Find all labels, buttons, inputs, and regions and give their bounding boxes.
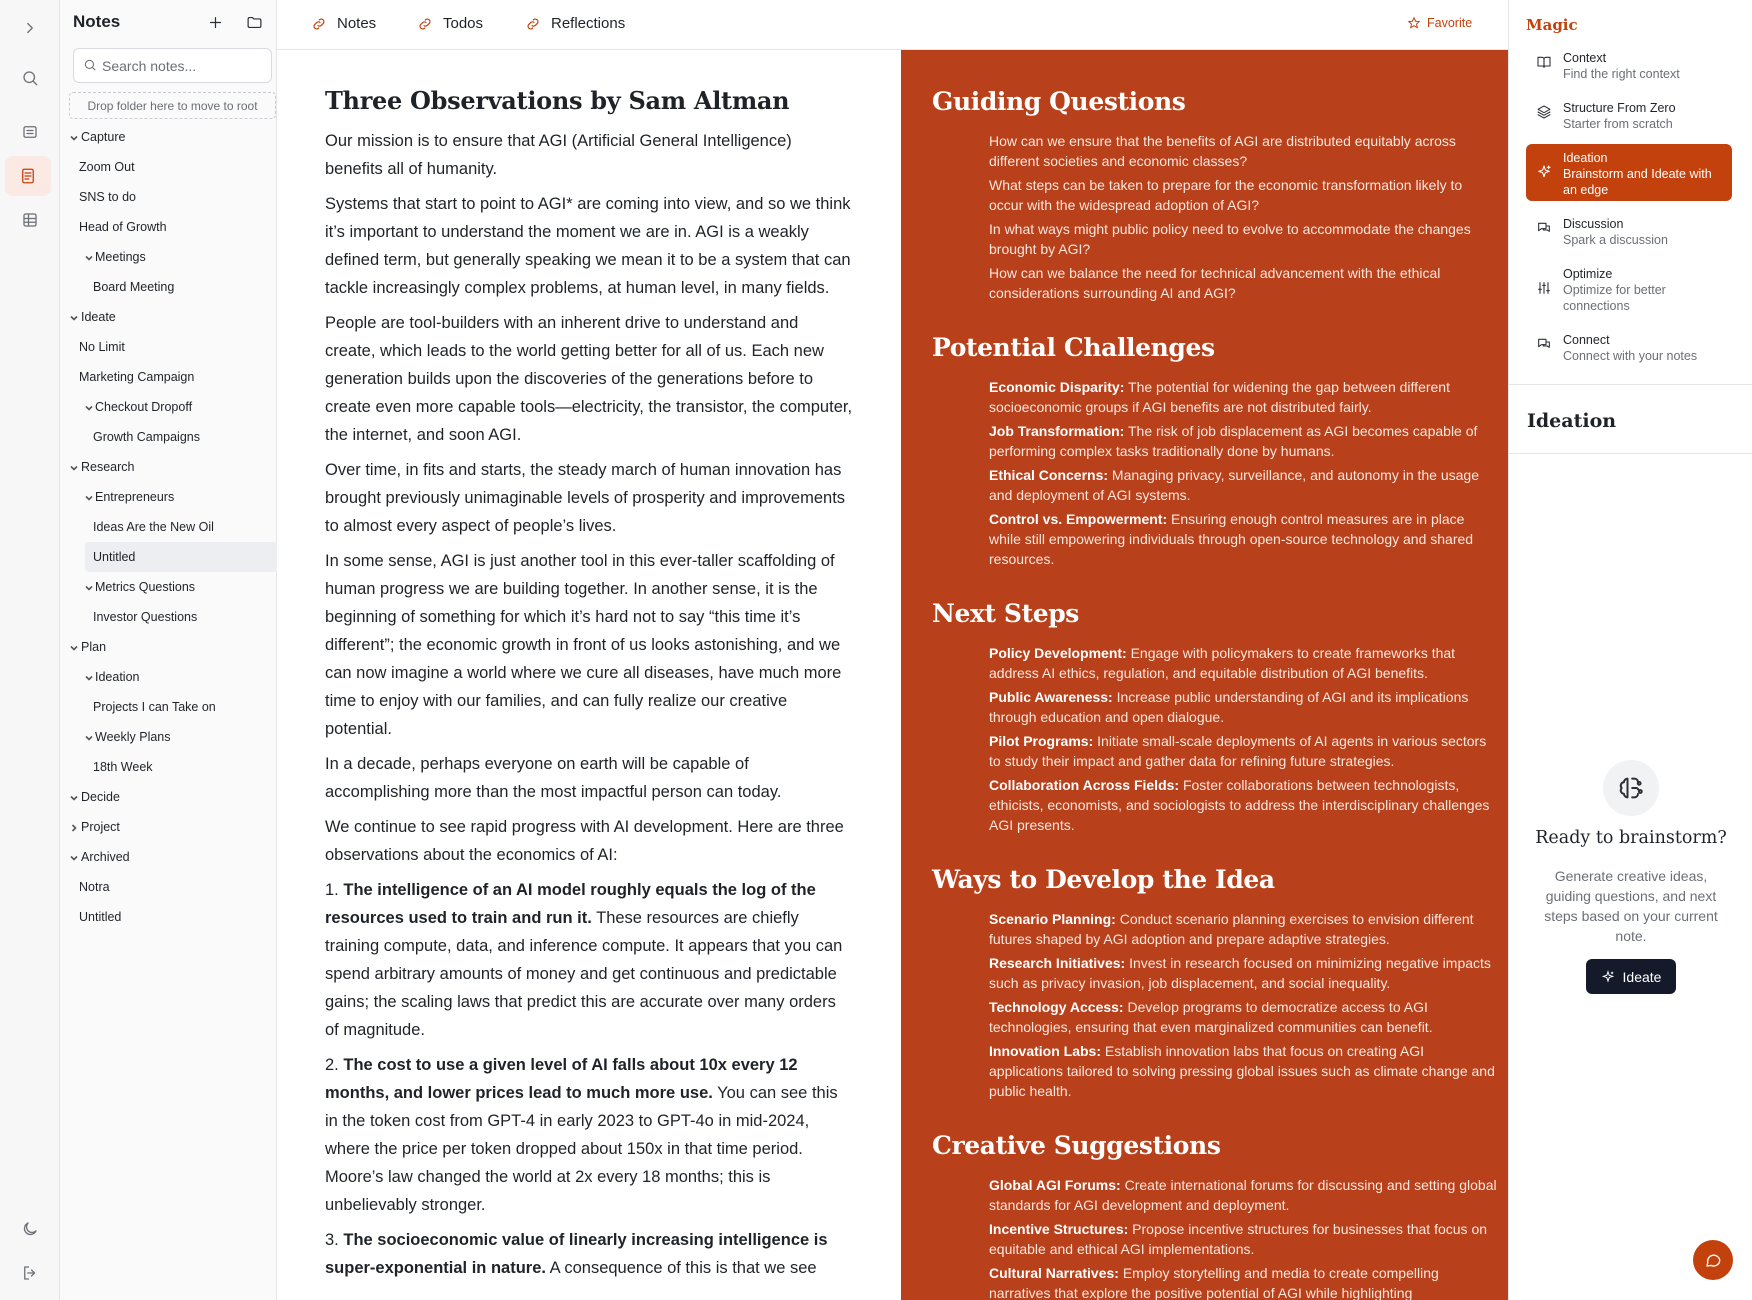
search-input[interactable] xyxy=(102,49,267,82)
tree-item-label: 18th Week xyxy=(93,760,153,774)
item-key: Research Initiatives: xyxy=(989,955,1126,971)
item-text: Conduct scenario planning exercises to envision different futures shaped by AGI adoption and prepare adaptive strategies. xyxy=(989,911,1474,947)
item-text: Develop programs to democratize access to AGI technologies, ensuring that even marginalized communities can benefit. xyxy=(989,999,1433,1035)
observation-heading: The intelligence of an AI model roughly equals the log of the resources used to train and run it. xyxy=(325,881,816,927)
ways-to-develop-heading: Ways to Develop the Idea xyxy=(932,865,1275,894)
tab-notes[interactable] xyxy=(311,15,376,32)
tree-item[interactable] xyxy=(60,812,277,842)
item-text: The potential for widening the gap between different socioeconomic groups if AGI benefits are not distributed fairly. xyxy=(989,379,1450,415)
item-key: Technology Access: xyxy=(989,999,1124,1015)
ideate-button[interactable] xyxy=(1586,959,1676,994)
observation-text: These resources are chiefly training compute, data, and inference compute. It appears that you can spend arbitrary amounts of money and get continuous and predictable gains; the scaling laws that predict this are accurate over many orders of magnitude. xyxy=(325,909,843,1039)
ideate-label: Ideate xyxy=(1622,968,1662,985)
item-key: Public Awareness: xyxy=(989,689,1113,705)
expand-chevron-icon[interactable] xyxy=(9,8,51,48)
ideation-list-item xyxy=(989,953,1499,993)
tree-item[interactable] xyxy=(60,122,277,152)
tree-item[interactable] xyxy=(60,182,277,212)
search-box xyxy=(73,48,272,83)
chevron-down-icon[interactable] xyxy=(84,402,94,412)
tree-item[interactable] xyxy=(60,872,277,902)
item-key: Cultural Narratives: xyxy=(989,1265,1119,1281)
magic-panel xyxy=(1508,0,1752,1300)
logout-icon[interactable] xyxy=(9,1253,51,1293)
magic-item-context[interactable] xyxy=(1526,44,1732,88)
magic-item-desc: Starter from scratch xyxy=(1563,117,1673,131)
observation-number: 1. xyxy=(325,881,339,899)
magic-item-optimize[interactable] xyxy=(1526,260,1732,320)
ideation-list-item xyxy=(989,1041,1499,1101)
observation-2 xyxy=(325,1051,853,1219)
item-text: Initiate small-scale deployments of AI agents in various sectors to study their impact and gather data for refining future strategies. xyxy=(989,733,1487,769)
chevron-down-icon[interactable] xyxy=(69,462,79,472)
next-steps-heading: Next Steps xyxy=(932,599,1079,628)
tree-item-label: Notra xyxy=(79,880,110,894)
magic-item-desc: Optimize for better connections xyxy=(1563,283,1666,313)
drop-zone[interactable]: Drop folder here to move to root xyxy=(69,92,276,119)
ideation-results-panel xyxy=(901,50,1508,1300)
sparkle-icon xyxy=(1536,164,1552,180)
magic-item-discussion[interactable] xyxy=(1526,210,1732,254)
add-note-plus-icon[interactable] xyxy=(203,10,227,34)
tree-item-label: Meetings xyxy=(95,250,146,264)
paragraph: People are tool-builders with an inherent drive to understand and create, which leads to the world getting better for all of us. Each new generation builds upon the discoveries of the generations before to create even more capable tools—electricity, the transistor, the computer, the internet, and soon AGI. xyxy=(325,314,853,444)
tree-item[interactable] xyxy=(60,632,277,662)
chat-bubble-icon xyxy=(1704,1251,1722,1269)
tree-item[interactable] xyxy=(60,662,277,692)
chevron-down-icon[interactable] xyxy=(69,132,79,142)
ideation-section-title: Ideation xyxy=(1527,410,1617,432)
observation-1 xyxy=(325,876,853,1044)
challenges-list xyxy=(989,377,1499,569)
tree-item[interactable] xyxy=(60,422,277,452)
ways-list xyxy=(989,909,1499,1101)
tree-item[interactable] xyxy=(60,362,277,392)
icon-rail xyxy=(0,0,60,1300)
observation-text: A consequence of this is that we see xyxy=(549,1259,817,1277)
chevron-down-icon[interactable] xyxy=(84,492,94,502)
observation-3 xyxy=(325,1226,853,1282)
ideation-list-item xyxy=(989,377,1499,417)
tree-item[interactable] xyxy=(60,692,277,722)
ideation-list-item xyxy=(989,997,1499,1037)
paragraph: We continue to see rapid progress with AI development. Here are three observations about the economics of AI: xyxy=(325,818,844,864)
ideation-list-item: What steps can be taken to prepare for the economic transformation likely to occur with the widespread adoption of AGI? xyxy=(989,177,1463,213)
ideation-list-item xyxy=(989,731,1499,771)
chevron-down-icon[interactable] xyxy=(69,792,79,802)
magic-item-desc: Spark a discussion xyxy=(1563,233,1668,247)
potential-challenges-heading: Potential Challenges xyxy=(932,333,1215,362)
chevron-down-icon[interactable] xyxy=(69,642,79,652)
tree-item[interactable] xyxy=(85,542,277,572)
layers-icon xyxy=(1536,104,1552,120)
chevron-down-icon[interactable] xyxy=(84,672,94,682)
table-icon[interactable] xyxy=(9,200,51,240)
tree-item-label: Marketing Campaign xyxy=(79,370,195,384)
chevron-down-icon[interactable] xyxy=(69,852,79,862)
ideation-list-item xyxy=(989,1219,1499,1259)
tree-item-label: Growth Campaigns xyxy=(93,430,200,444)
item-text: Engage with policymakers to create frameworks that address AI ethics, regulation, and equitable distribution of AGI benefits. xyxy=(989,645,1456,681)
tree-item-label: Project xyxy=(81,820,120,834)
dark-mode-moon-icon[interactable] xyxy=(9,1209,51,1249)
tab-label: Todos xyxy=(443,15,484,32)
paragraph: Our mission is to ensure that AGI (Artificial General Intelligence) benefits all of humanity. xyxy=(325,132,792,178)
ideation-list-item: How can we balance the need for technical advancement with the ethical considerations surrounding AI and AGI? xyxy=(989,265,1441,301)
magic-item-title: Optimize xyxy=(1563,267,1613,281)
tab-todos[interactable] xyxy=(417,15,483,32)
magic-item-title: Ideation xyxy=(1563,151,1608,165)
tree-item[interactable] xyxy=(60,902,277,932)
tree-item-label: Capture xyxy=(81,130,126,144)
ready-description: Generate creative ideas, guiding questions, and next steps based on your current note. xyxy=(1544,868,1718,944)
item-text: Ensuring enough control measures are in place while still empowering individuals through open-source technology and shared resources. xyxy=(989,511,1474,567)
item-key: Scenario Planning: xyxy=(989,911,1116,927)
tab-reflections[interactable] xyxy=(525,15,625,32)
item-key: Job Transformation: xyxy=(989,423,1125,439)
paragraph: Over time, in fits and starts, the steady march of human innovation has brought previously unimaginable levels of prosperity and improvements to almost every aspect of people’s lives. xyxy=(325,461,846,535)
creative-suggestions-list xyxy=(989,1175,1499,1300)
paragraph: In some sense, AGI is just another tool in this ever-taller scaffolding of human progress we are building together. In another sense, it is the beginning of something for which it’s hard not to say “this time it’s different”; the economic growth in front of us looks astonishing, and we can now imagine a world where we cure all diseases, have much more time to enjoy with our families, and can fully realize our creative potential. xyxy=(325,552,842,738)
guiding-questions-heading: Guiding Questions xyxy=(932,87,1186,116)
notes-tree xyxy=(60,122,277,932)
notes-sidebar xyxy=(60,0,277,1300)
tree-item-label: Untitled xyxy=(79,910,122,924)
tree-item-label: Metrics Questions xyxy=(95,580,196,594)
item-key: Economic Disparity: xyxy=(989,379,1125,395)
tree-item[interactable] xyxy=(60,272,277,302)
item-key: Pilot Programs: xyxy=(989,733,1094,749)
chevron-down-icon[interactable] xyxy=(84,582,94,592)
item-key: Global AGI Forums: xyxy=(989,1177,1121,1193)
magic-item-desc: Brainstorm and Ideate with an edge xyxy=(1563,167,1712,197)
observation-text: You can see this in the token cost from GPT-4 in early 2023 to GPT-4o in mid-2024, where the price per token dropped about 150x in that time period. Moore’s law changed the world at 2x every 18 months; this is unbelievably stronger. xyxy=(325,1084,838,1214)
item-text: Managing privacy, surveillance, and autonomy in the usage and deployment of AGI systems. xyxy=(989,467,1479,503)
chat-icon xyxy=(1536,336,1552,352)
magic-item-desc: Find the right context xyxy=(1563,67,1680,81)
tree-item-label: SNS to do xyxy=(79,190,136,204)
tree-item-label: Ideas Are the New Oil xyxy=(93,520,214,534)
item-key: Innovation Labs: xyxy=(989,1043,1101,1059)
item-text: Create international forums for discussing and setting global standards for AGI development and deployment. xyxy=(989,1177,1497,1213)
search-icon xyxy=(83,58,97,72)
next-steps-list xyxy=(989,643,1499,835)
tree-item[interactable] xyxy=(60,602,277,632)
tree-item[interactable] xyxy=(60,452,277,482)
item-text: Foster collaborations between technologists, ethicists, economists, and sociologists to address the interdisciplinary challenges AGI presents. xyxy=(989,777,1490,833)
tree-item[interactable] xyxy=(60,752,277,782)
tree-item-label: Weekly Plans xyxy=(95,730,171,744)
inbox-icon[interactable] xyxy=(9,112,51,152)
ideation-list-item xyxy=(989,643,1499,683)
divider xyxy=(1509,453,1752,454)
item-text: Increase public understanding of AGI and its implications through education and open dialogue. xyxy=(989,689,1469,725)
ideation-list-item xyxy=(989,465,1499,505)
tree-item-label: Ideate xyxy=(81,310,116,324)
item-key: Collaboration Across Fields: xyxy=(989,777,1180,793)
divider xyxy=(1509,384,1752,385)
tree-item[interactable] xyxy=(60,392,277,422)
tab-label: Notes xyxy=(337,15,377,32)
top-bar xyxy=(277,0,1508,50)
tree-item-label: Ideation xyxy=(95,670,140,684)
ideation-list-item xyxy=(989,421,1499,461)
ideation-list-item: How can we ensure that the benefits of AGI are distributed equitably across different societies and economic classes? xyxy=(989,133,1456,169)
ready-title: Ready to brainstorm? xyxy=(1535,828,1727,848)
tree-item[interactable] xyxy=(60,782,277,812)
observation-heading: The socioeconomic value of linearly increasing intelligence is super-exponential in nature. xyxy=(325,1231,828,1277)
tab-label: Reflections xyxy=(551,15,626,32)
item-text: Employ storytelling and media to create compelling narratives that explore the positive potential of AGI while highlighting xyxy=(989,1265,1439,1300)
ideation-list-item: In what ways might public policy need to evolve to accommodate the changes brought by AGI? xyxy=(989,221,1471,257)
magic-item-structure[interactable] xyxy=(1526,94,1732,138)
magic-item-title: Connect xyxy=(1563,333,1610,347)
tree-item[interactable] xyxy=(60,332,277,362)
sidebar-title: Notes xyxy=(73,12,121,31)
tree-item-label: Research xyxy=(81,460,135,474)
item-text: The risk of job displacement as AGI becomes capable of performing complex tasks traditionally done by humans. xyxy=(989,423,1478,459)
item-text: Invest in research focused on minimizing negative impacts such as privacy invasion, job displacement, and social inequality. xyxy=(989,955,1491,991)
ideation-list-item xyxy=(989,509,1499,569)
magic-item-ideation[interactable] xyxy=(1526,144,1732,201)
sparkle-icon xyxy=(1601,970,1615,984)
brain-icon xyxy=(1603,760,1659,816)
link-icon xyxy=(525,16,541,32)
favorite-button[interactable] xyxy=(1407,16,1472,30)
tree-item[interactable] xyxy=(60,302,277,332)
note-editor[interactable] xyxy=(277,50,901,1300)
tree-item-label: Board Meeting xyxy=(93,280,175,294)
tree-item[interactable] xyxy=(60,572,277,602)
tree-item[interactable] xyxy=(60,722,277,752)
creative-suggestions-heading: Creative Suggestions xyxy=(932,1131,1221,1160)
tree-item[interactable] xyxy=(60,512,277,542)
book-icon xyxy=(1536,54,1552,70)
tree-item-label: Untitled xyxy=(93,550,136,564)
tree-item[interactable] xyxy=(60,212,277,242)
tree-item-label: Entrepreneurs xyxy=(95,490,175,504)
new-folder-icon[interactable] xyxy=(242,10,266,34)
star-icon xyxy=(1407,16,1421,30)
tree-item[interactable] xyxy=(60,842,277,872)
tree-item[interactable] xyxy=(60,242,277,272)
tree-item-label: No Limit xyxy=(79,340,125,354)
observation-number: 3. xyxy=(325,1231,339,1249)
ideation-list-item xyxy=(989,1175,1499,1215)
sliders-icon xyxy=(1536,280,1552,296)
chevron-down-icon[interactable] xyxy=(84,252,94,262)
item-key: Ethical Concerns: xyxy=(989,467,1109,483)
magic-title: Magic xyxy=(1526,16,1578,34)
tree-item-label: Zoom Out xyxy=(79,160,135,174)
chevron-down-icon[interactable] xyxy=(69,312,79,322)
tree-item-label: Checkout Dropoff xyxy=(95,400,193,414)
magic-item-connect[interactable] xyxy=(1526,326,1732,370)
observation-number: 2. xyxy=(325,1056,339,1074)
ideation-list-item xyxy=(989,775,1499,835)
magic-item-title: Context xyxy=(1563,51,1607,65)
guiding-questions-list xyxy=(989,131,1499,303)
ideation-list-item xyxy=(989,1263,1499,1300)
chat-icon xyxy=(1536,220,1552,236)
item-key: Policy Development: xyxy=(989,645,1127,661)
tree-item-label: Investor Questions xyxy=(93,610,198,624)
chat-button[interactable] xyxy=(1693,1240,1733,1280)
notes-icon[interactable] xyxy=(5,156,51,196)
link-icon xyxy=(311,16,327,32)
chevron-down-icon[interactable] xyxy=(84,732,94,742)
tree-item[interactable] xyxy=(60,482,277,512)
paragraph: In a decade, perhaps everyone on earth will be capable of accomplishing more than the most impactful person can today. xyxy=(325,755,782,801)
favorite-label: Favorite xyxy=(1427,16,1473,30)
note-title[interactable]: Three Observations by Sam Altman xyxy=(325,86,790,115)
search-icon[interactable] xyxy=(9,58,51,98)
tree-item[interactable] xyxy=(60,152,277,182)
tree-item-label: Plan xyxy=(81,640,107,654)
magic-item-title: Discussion xyxy=(1563,217,1624,231)
item-key: Control vs. Empowerment: xyxy=(989,511,1168,527)
link-icon xyxy=(417,16,433,32)
item-text: Establish innovation labs that focus on creating AGI applications tailored to solving pressing global issues such as climate change and public health. xyxy=(989,1043,1495,1099)
item-key: Incentive Structures: xyxy=(989,1221,1129,1237)
observation-heading: The cost to use a given level of AI falls about 10x every 12 months, and lower prices lead to much more use. xyxy=(325,1056,798,1102)
ideation-list-item xyxy=(989,687,1499,727)
ideation-list-item xyxy=(989,909,1499,949)
tree-item-label: Head of Growth xyxy=(79,220,167,234)
tree-item-label: Projects I can Take on xyxy=(93,700,216,714)
item-text: Propose incentive structures for businesses that focus on equitable and ethical AGI implementations. xyxy=(989,1221,1488,1257)
tree-item-label: Decide xyxy=(81,790,120,804)
paragraph: Systems that start to point to AGI* are coming into view, and so we think it’s important to understand the moment we are in. AGI is a weakly defined term, but generally speaking we mean it to be a system that can tackle increasingly complex problems, at human level, in many fields. xyxy=(325,195,851,297)
magic-item-desc: Connect with your notes xyxy=(1563,349,1698,363)
chevron-right-icon[interactable] xyxy=(69,822,79,832)
tree-item-label: Archived xyxy=(81,850,130,864)
magic-item-title: Structure From Zero xyxy=(1563,101,1676,115)
